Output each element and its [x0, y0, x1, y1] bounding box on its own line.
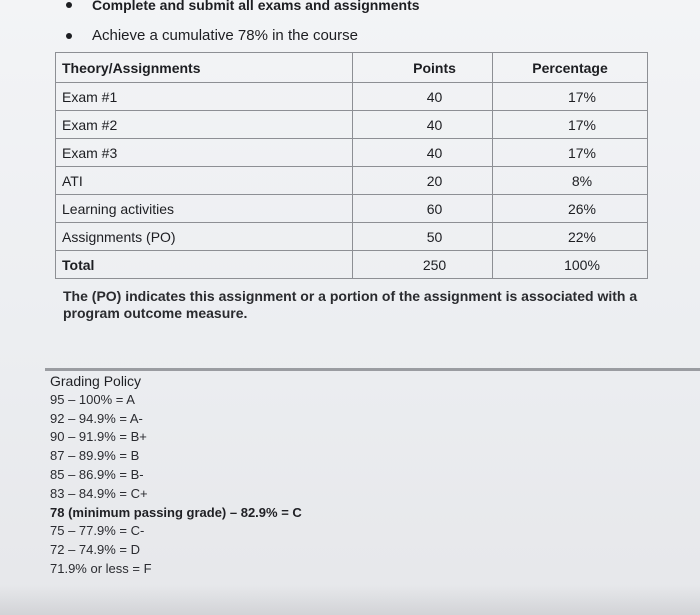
- table-row: [56, 167, 648, 195]
- row-points: 40: [353, 83, 493, 111]
- grade-line: 72 – 74.9% = D: [50, 542, 140, 558]
- points-table: [55, 52, 648, 279]
- grade-line: 75 – 77.9% = C-: [50, 523, 145, 539]
- row-percentage: 17%: [493, 139, 648, 167]
- row-points: 40: [353, 139, 493, 167]
- table-row: [56, 83, 648, 111]
- table-total-row: [56, 251, 648, 279]
- row-name: Exam #2: [56, 111, 353, 139]
- grading-policy-title: Grading Policy: [50, 373, 142, 389]
- column-header-percentage: Percentage: [493, 53, 648, 83]
- grade-line: 87 – 89.9% = B: [50, 448, 140, 464]
- row-name: Exam #3: [56, 139, 353, 167]
- grading-policy: [50, 372, 302, 579]
- column-header-theory: Theory/Assignments: [56, 53, 353, 83]
- total-label: Total: [56, 251, 353, 279]
- grade-line: 95 – 100% = A: [50, 391, 135, 407]
- grade-line: 71.9% or less = F: [50, 560, 152, 576]
- grade-line: 85 – 86.9% = B-: [50, 466, 144, 482]
- column-header-points: Points: [353, 53, 493, 83]
- row-points: 20: [353, 167, 493, 195]
- row-percentage: 22%: [493, 223, 648, 251]
- requirement-text: Achieve a cumulative 78% in the course: [92, 27, 358, 44]
- table-row: [56, 139, 648, 167]
- row-percentage: 8%: [493, 167, 648, 195]
- requirement-item: [62, 0, 420, 25]
- total-percentage: 100%: [493, 251, 648, 279]
- row-percentage: 26%: [493, 195, 648, 223]
- table-row: [56, 223, 648, 251]
- row-points: 60: [353, 195, 493, 223]
- grade-line-minimum-passing: 78 (minimum passing grade) – 82.9% = C: [50, 504, 302, 520]
- row-name: Exam #1: [56, 83, 353, 111]
- table-row: [56, 195, 648, 223]
- row-percentage: 17%: [493, 111, 648, 139]
- total-points: 250: [353, 251, 493, 279]
- table-row: [56, 111, 648, 139]
- grade-line: 83 – 84.9% = C+: [50, 485, 148, 501]
- bullet-icon: [66, 33, 72, 39]
- table-header-row: [56, 53, 648, 83]
- requirement-text: Complete and submit all exams and assignments: [92, 0, 420, 13]
- row-name: ATI: [56, 167, 353, 195]
- bullet-icon: [66, 2, 72, 8]
- row-percentage: 17%: [493, 83, 648, 111]
- program-outcome-note: The (PO) indicates this assignment or a portion of the assignment is associated with a program outcome measure.: [63, 288, 638, 321]
- row-points: 50: [353, 223, 493, 251]
- grade-line: 90 – 91.9% = B+: [50, 429, 147, 445]
- row-name: Assignments (PO): [56, 223, 353, 251]
- requirements-list: [62, 0, 420, 56]
- photo-shadow: [0, 585, 700, 615]
- row-name: Learning activities: [56, 195, 353, 223]
- row-points: 40: [353, 111, 493, 139]
- section-divider: [45, 368, 700, 371]
- grade-line: 92 – 94.9% = A-: [50, 410, 143, 426]
